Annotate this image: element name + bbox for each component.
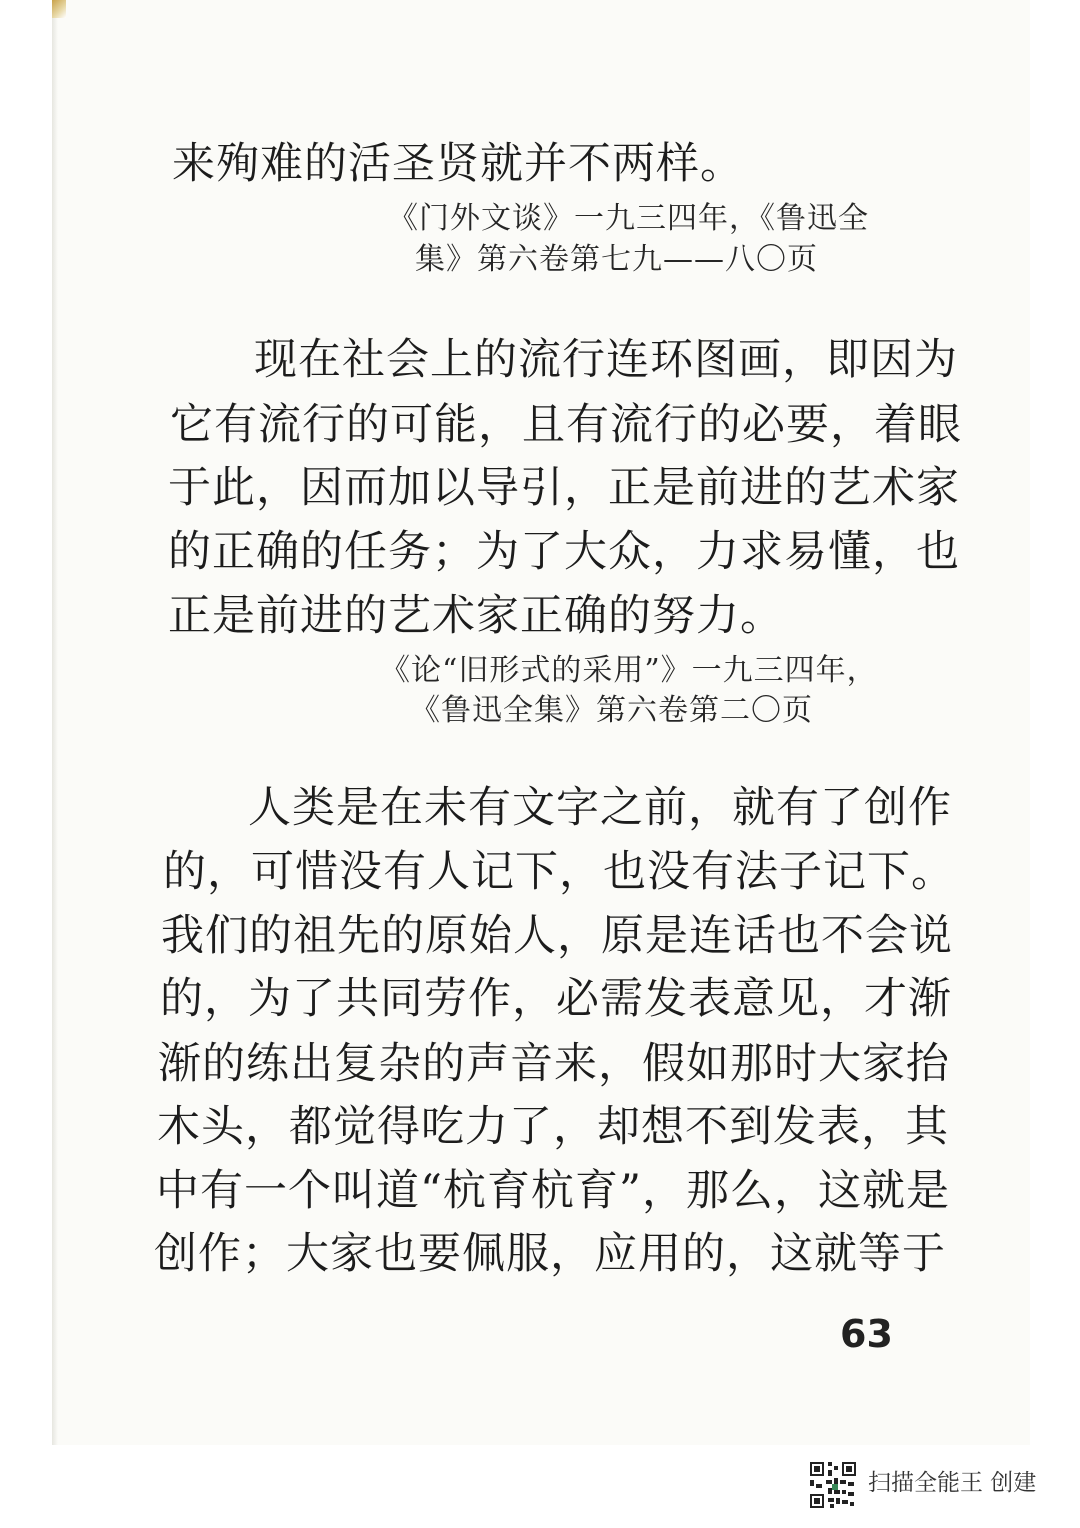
scanner-watermark-text: 扫描全能王 创建 — [868, 1470, 1037, 1496]
passage-3-line-3: 我们的祖先的原始人，原是连话也不会说 — [161, 911, 953, 961]
passage-3-line-7: 中有一个叫道“杭育杭育”，那么，这就是 — [156, 1166, 950, 1216]
passage-3-line-5: 渐的练出复杂的声音来，假如那时大家抬 — [158, 1039, 950, 1089]
qr-code-icon — [808, 1460, 858, 1510]
passage-2-line-2: 它有流行的可能，且有流行的必要，着眼 — [170, 400, 962, 450]
page-edge-shadow — [52, 0, 58, 1445]
passage-1-citation-line-2: 集》第六卷第七九——八〇页 — [415, 242, 818, 277]
passage-3-line-6: 木头，都觉得吃力了，却想不到发表，其 — [157, 1102, 949, 1152]
passage-2-line-4: 的正确的任务；为了大众，力求易懂，也 — [168, 527, 960, 577]
passage-2-citation-line-2: 《鲁迅全集》第六卷第二〇页 — [410, 693, 813, 728]
passage-3-line-2: 的，可惜没有人记下，也没有法子记下。 — [163, 847, 955, 897]
passage-2-line-3: 于此，因而加以导引，正是前进的艺术家 — [168, 463, 960, 513]
passage-3-line-8: 创作；大家也要佩服，应用的，这就等于 — [154, 1229, 946, 1279]
passage-3-line-1: 人类是在未有文字之前，就有了创作 — [248, 783, 952, 833]
passage-3-line-4: 的，为了共同劳作，必需发表意见，才渐 — [160, 974, 952, 1024]
passage-1-citation-line-1: 《门外文谈》一九三四年，《鲁迅全 — [388, 201, 869, 236]
scanner-watermark — [808, 1458, 1058, 1510]
passage-2-line-1: 现在社会上的流行连环图画，即因为 — [254, 335, 958, 385]
page-corner-mark — [52, 0, 66, 18]
passage-2-citation-line-1: 《论“旧形式的采用”》一九三四年， — [380, 653, 878, 688]
passage-1-line-1: 来殉难的活圣贤就并不两样。 — [172, 139, 744, 189]
passage-2-line-5: 正是前进的艺术家正确的努力。 — [168, 591, 784, 641]
page-number: 63 — [840, 1312, 893, 1356]
